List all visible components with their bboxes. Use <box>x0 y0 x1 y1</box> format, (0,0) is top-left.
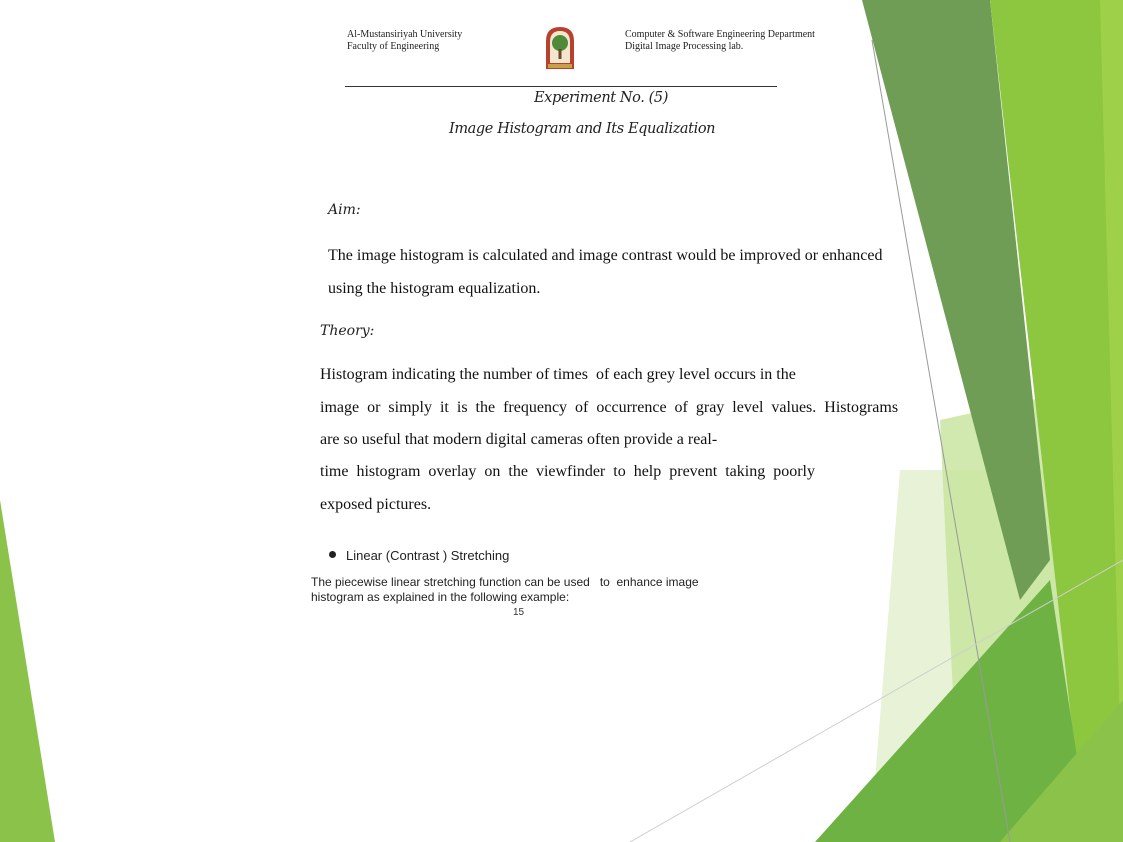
header-divider <box>345 86 777 87</box>
theory-line-1: Histogram indicating the number of times of each grey level occurs in the <box>320 366 796 383</box>
theory-label: Theory: <box>320 323 375 339</box>
aim-label: Aim: <box>328 202 361 218</box>
experiment-title: Image Histogram and Its Equalization <box>449 121 716 137</box>
aim-text-line-2: using the histogram equalization. <box>328 280 541 297</box>
lab-name: Digital Image Processing lab. <box>625 41 744 52</box>
bullet-item-text: Linear (Contrast ) Stretching <box>346 548 510 563</box>
theory-line-5: exposed pictures. <box>320 496 432 513</box>
theory-line-4: time histogram overlay on the viewfinder to help prevent taking poorly <box>320 463 815 480</box>
paragraph-line-1: The piecewise linear stretching function can be used to enhance image <box>311 575 699 589</box>
university-name: Al-Mustansiriyah University <box>347 29 463 40</box>
paragraph-line-2: histogram as explained in the following example: <box>311 590 570 604</box>
bullet-icon <box>329 551 336 558</box>
experiment-number: Experiment No. (5) <box>534 90 669 106</box>
aim-text-line-1: The image histogram is calculated and image contrast would be improved or enhanced <box>328 247 883 264</box>
department-name: Computer & Software Engineering Department <box>625 29 815 40</box>
page-number: 15 <box>513 607 525 618</box>
header-right <box>625 29 815 53</box>
faculty-name: Faculty of Engineering <box>347 41 440 52</box>
left-edge-green-strip <box>0 500 55 842</box>
university-seal-icon <box>543 25 577 71</box>
theory-line-3: are so useful that modern digital cameras often provide a real- <box>320 431 718 448</box>
theory-line-2: image or simply it is the frequency of occurrence of gray level values. Histograms <box>320 399 899 416</box>
header-left <box>347 29 462 53</box>
